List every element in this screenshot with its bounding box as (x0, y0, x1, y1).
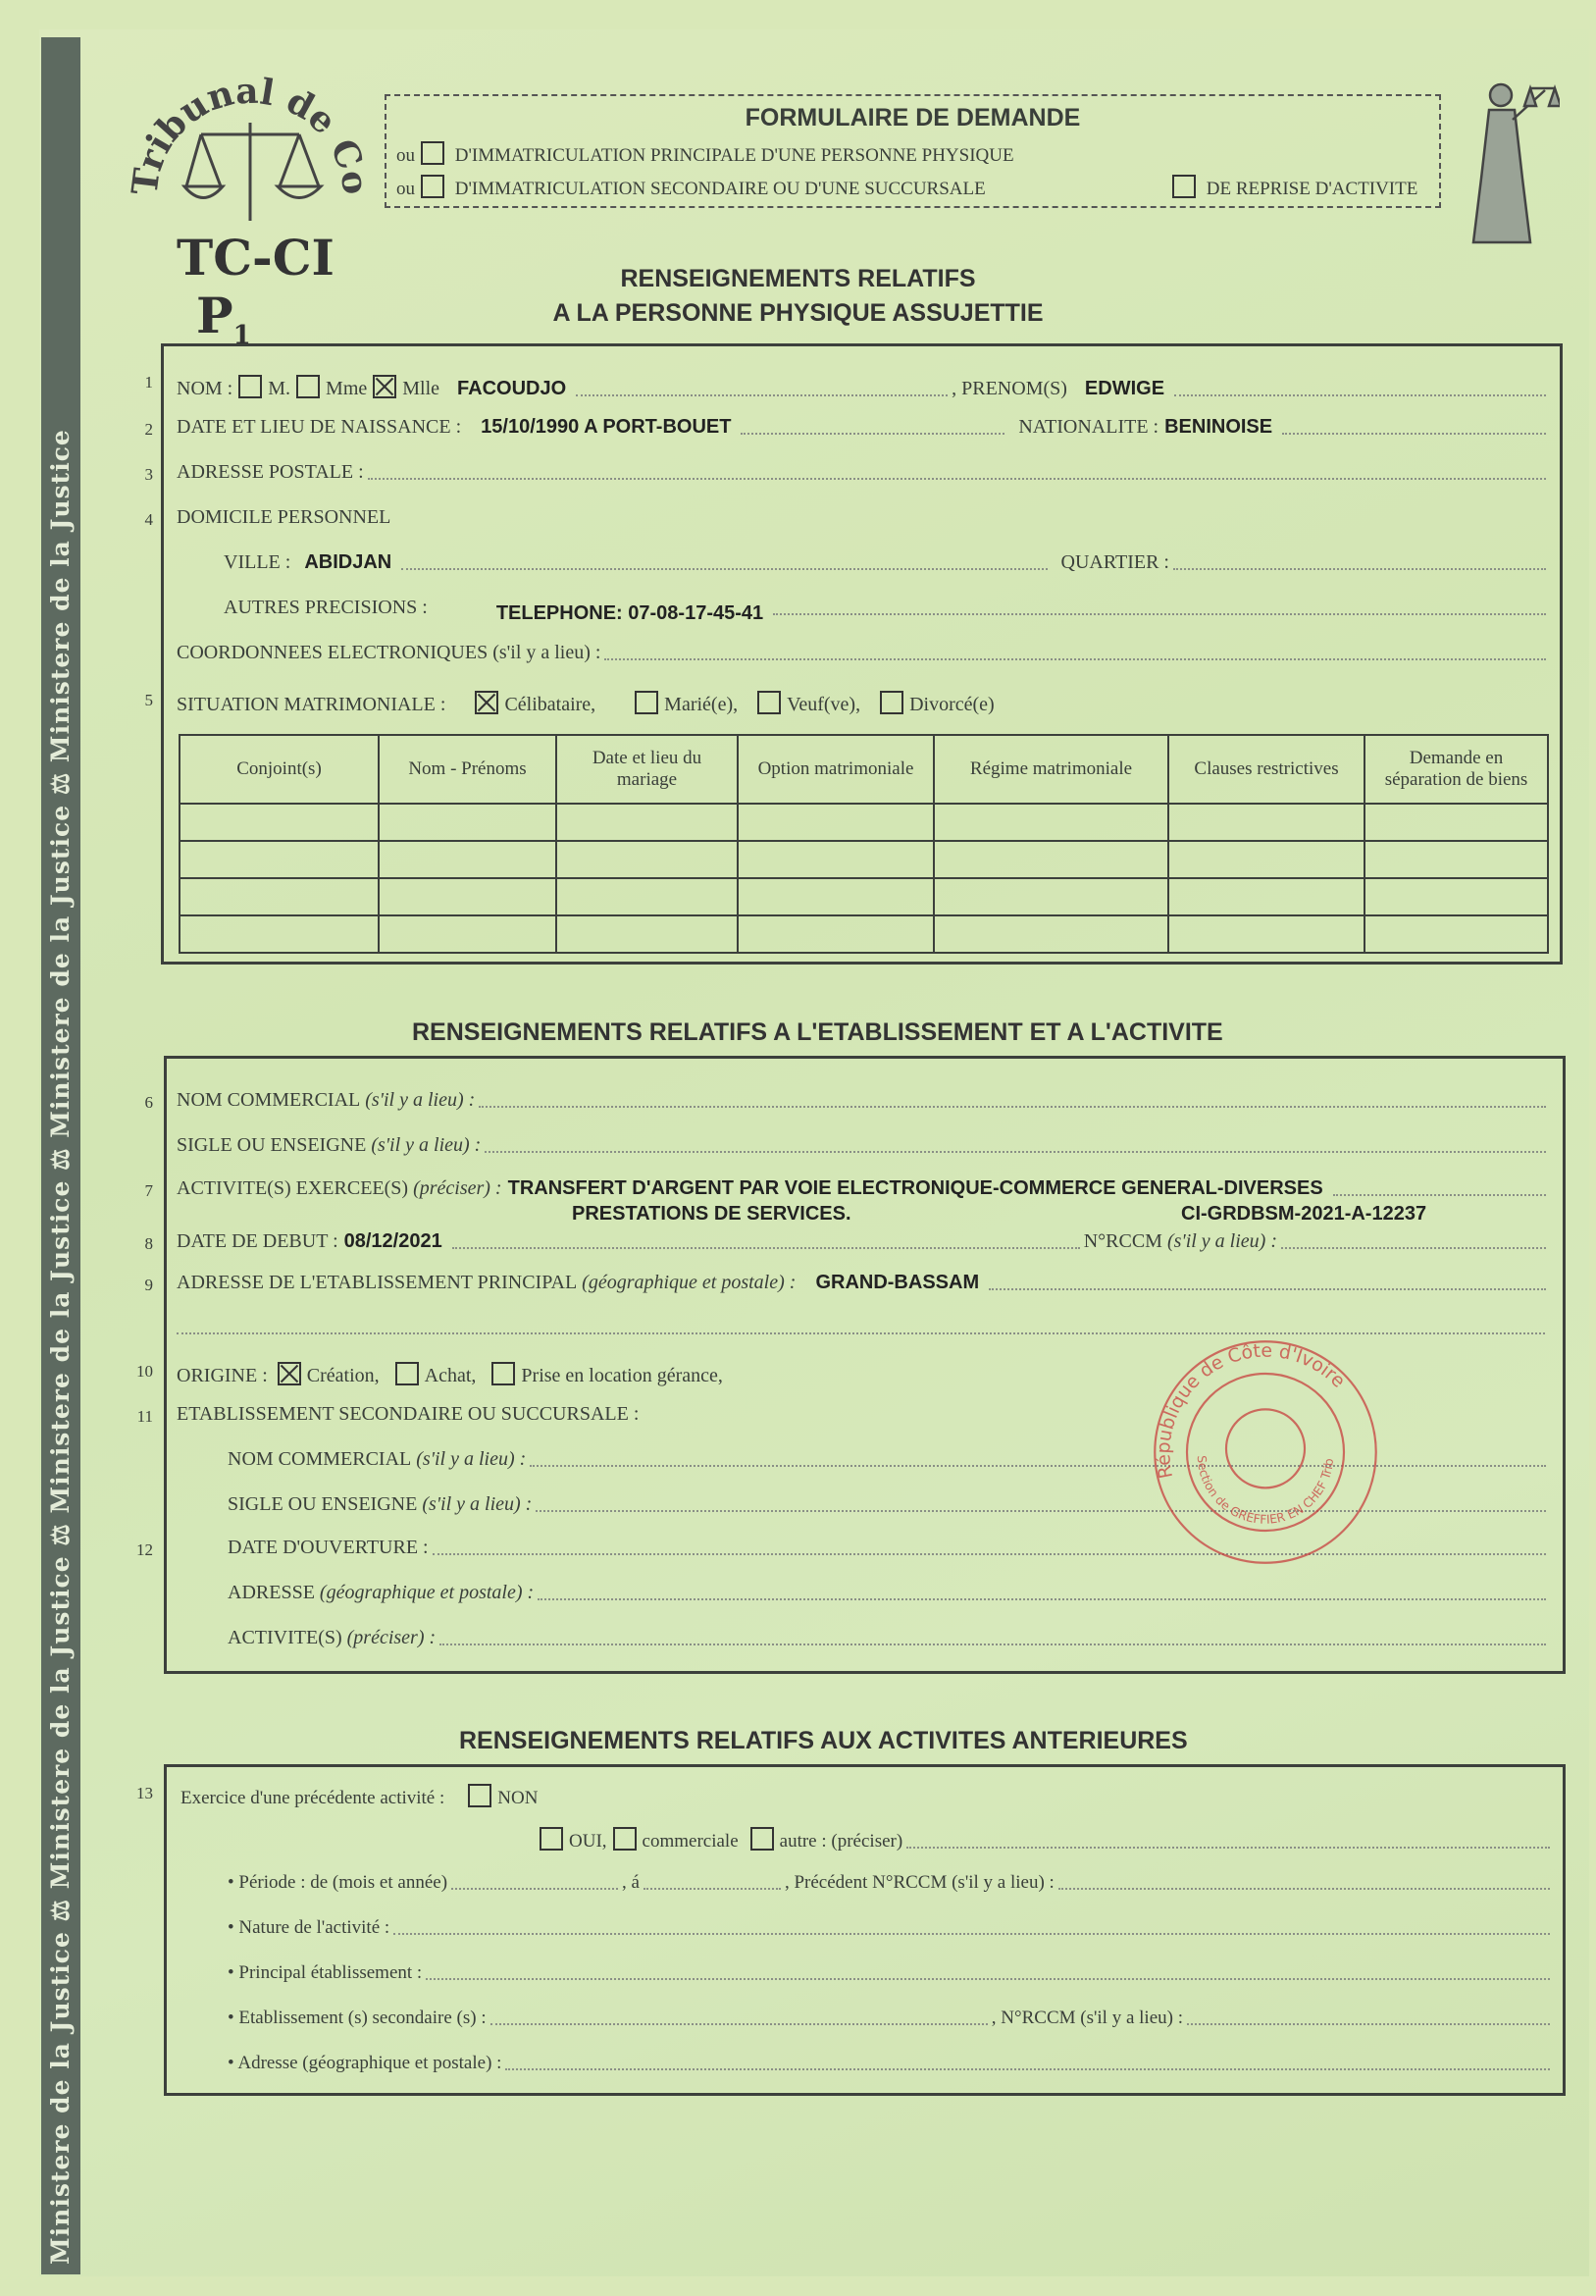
autres-label: AUTRES PRECISIONS : (224, 597, 428, 618)
line-number: 1 (144, 373, 153, 391)
adresse-postale-row[interactable] (177, 461, 1550, 484)
side-band-text: Ministere de la Justice ⚖ Ministere de la Justice ⚖ Ministere de la Justice ⚖ Ministere de la Justice ⚖ Ministere de la Justice (46, 429, 75, 2265)
form-title: FORMULAIRE DE DEMANDE (745, 104, 1081, 131)
tribunal-logo: Tribunal de Co TC-CI $P_1$ (128, 54, 412, 289)
adresse-etablissement-value[interactable]: GRAND-BASSAM (815, 1272, 980, 1293)
location-label: Prise en location gérance, (521, 1365, 723, 1386)
rccm-label: N°RCCM (1083, 1230, 1162, 1252)
preciser-label: (préciser) : (346, 1627, 437, 1648)
justice-figure-icon (1452, 71, 1560, 257)
activite-label: ACTIVITE(S) EXERCEE(S) (177, 1177, 409, 1199)
checkbox-mme[interactable] (296, 375, 320, 398)
naissance-row (177, 416, 1550, 439)
autres-value[interactable]: TELEPHONE: 07-08-17-45-41 (495, 602, 764, 624)
line-number: 13 (136, 1784, 153, 1802)
precedent-rccm-label: , Précédent N°RCCM (s'il y a lieu) : (784, 1872, 1055, 1893)
adresse-geo-label: (géographique et postale) : (582, 1272, 797, 1293)
checkbox-marie[interactable] (635, 691, 658, 714)
oui-label: OUI, (569, 1831, 607, 1852)
adresse-geo-label: (géographique et postale) : (319, 1582, 535, 1603)
non-label: NON (497, 1788, 539, 1808)
marital-table (179, 734, 1549, 954)
checkbox-secondaire[interactable] (421, 175, 444, 198)
line-number: 2 (144, 420, 153, 439)
secondaire-etab-label: • Etablissement (s) secondaire (s) : (228, 2008, 487, 2028)
section3-title: RENSEIGNEMENTS RELATIFS AUX ACTIVITES ANTERIEURES (459, 1727, 1188, 1754)
mme-label: Mme (326, 378, 368, 399)
naissance-label: DATE ET LIEU DE NAISSANCE : (177, 416, 462, 438)
adresse-etablissement-row (177, 1272, 1550, 1294)
table-row[interactable] (180, 841, 1548, 878)
line-number: 10 (136, 1362, 153, 1381)
col-conjoints: Conjoint(s) (180, 735, 379, 804)
checkbox-achat[interactable] (395, 1362, 419, 1385)
date-debut-row (177, 1230, 1550, 1253)
secondaire-label: ETABLISSEMENT SECONDAIRE OU SUCCURSALE : (177, 1403, 640, 1425)
preciser-label: (préciser) : (413, 1177, 502, 1199)
sec-nom-label: NOM COMMERCIAL (228, 1448, 412, 1470)
autre-label: autre : (préciser) (779, 1831, 903, 1852)
rccm3-label: , N°RCCM (s'il y a lieu) : (991, 2008, 1183, 2028)
origine-row (177, 1358, 723, 1387)
nom-commercial-label: NOM COMMERCIAL (177, 1089, 361, 1111)
nationalite-label: NATIONALITE : (1018, 416, 1159, 438)
adresse2-row[interactable] (228, 1582, 1550, 1604)
table-row[interactable] (180, 878, 1548, 915)
line-number: 3 (144, 465, 153, 484)
svg-text:Tribunal de Commerce: Tribunal de Co (128, 70, 377, 198)
mlle-label: Mlle (402, 378, 440, 399)
principal-row[interactable] (228, 1962, 1554, 1984)
adresse2-label: ADRESSE (228, 1582, 315, 1603)
nom-row (177, 371, 1550, 400)
logo-p: P (196, 287, 233, 344)
sigle-row[interactable] (177, 1134, 1550, 1157)
periode-row[interactable] (228, 1872, 1554, 1894)
nom-label: NOM : (177, 378, 233, 399)
periode-label: • Période : de (mois et année) (228, 1872, 448, 1893)
table-row[interactable] (180, 915, 1548, 953)
ville-value[interactable]: ABIDJAN (304, 551, 392, 573)
nature-row[interactable] (228, 1917, 1554, 1939)
ou-label: ou (396, 179, 415, 199)
line-number: 12 (136, 1540, 153, 1559)
activite-value-line1[interactable]: TRANSFERT D'ARGENT PAR VOIE ELECTRONIQUE-COMMERCE GENERAL-DIVERSES (507, 1177, 1323, 1199)
domicile-label: DOMICILE PERSONNEL (177, 506, 391, 528)
svg-text:République de Côte d'Ivoire: République de Côte d'Ivoire (1153, 1339, 1350, 1481)
ou-label: ou (396, 145, 415, 166)
svg-text:Section de GREFFIER EN CHEF Tr: Section de GREFFIER EN CHEF Trib (1194, 1454, 1337, 1527)
adresse-postale-label: ADRESSE POSTALE : (177, 461, 364, 483)
section1-title-line1: RENSEIGNEMENTS RELATIFS (620, 265, 976, 292)
checkbox-celibataire[interactable] (475, 691, 498, 714)
adresse3-label: • Adresse (géographique et postale) : (228, 2053, 502, 2073)
situation-row (177, 687, 995, 716)
date-debut-label: DATE DE DEBUT : (177, 1230, 338, 1252)
oui-row (534, 1823, 1554, 1852)
m-label: M. (268, 378, 291, 399)
prenom-value[interactable]: EDWIGE (1084, 378, 1165, 399)
sil-label: (s'il y a lieu) : (365, 1089, 476, 1111)
veuf-label: Veuf(ve), (787, 694, 861, 715)
col-nom-prenoms: Nom - Prénoms (379, 735, 556, 804)
col-demande-separation: Demande en séparation de biens (1364, 735, 1548, 804)
table-row[interactable] (180, 804, 1548, 841)
checkbox-creation[interactable] (278, 1362, 301, 1385)
nom-commercial-row[interactable] (177, 1089, 1550, 1112)
activites2-label: ACTIVITE(S) (228, 1627, 342, 1648)
date-debut-value[interactable]: 08/12/2021 (343, 1230, 442, 1252)
sec-sigle-label: SIGLE OU ENSEIGNE (228, 1493, 418, 1515)
line-number: 6 (144, 1093, 153, 1112)
activite-value-line2[interactable]: PRESTATIONS DE SERVICES. (572, 1203, 851, 1225)
origine-label: ORIGINE : (177, 1365, 268, 1386)
checkbox-m[interactable] (238, 375, 262, 398)
nationalite-value[interactable]: BENINOISE (1164, 416, 1273, 438)
line-number: 8 (144, 1234, 153, 1253)
nature-label: • Nature de l'activité : (228, 1917, 390, 1938)
adresse3-row[interactable] (228, 2053, 1554, 2074)
ville-label: VILLE : (224, 551, 291, 573)
situation-label: SITUATION MATRIMONIALE : (177, 694, 446, 715)
achat-label: Achat, (424, 1365, 477, 1386)
option-principal-label: D'IMMATRICULATION PRINCIPALE D'UNE PERSONNE PHYSIQUE (454, 145, 1014, 166)
rccm-value[interactable]: CI-GRDBSM-2021-A-12237 (1181, 1203, 1427, 1225)
col-clauses-restrictives: Clauses restrictives (1168, 735, 1364, 804)
checkbox-veuf[interactable] (757, 691, 781, 714)
sil-label: (s'il y a lieu) : (422, 1493, 533, 1515)
col-option-matrimoniale: Option matrimoniale (738, 735, 934, 804)
checkbox-principal[interactable] (421, 141, 444, 165)
checkbox-mlle[interactable] (373, 375, 396, 398)
line-number: 7 (144, 1181, 153, 1200)
celibataire-label: Célibataire, (504, 694, 596, 715)
sigle-label: SIGLE OU ENSEIGNE (177, 1134, 367, 1156)
section1-title-line2: A LA PERSONNE PHYSIQUE ASSUJETTIE (552, 299, 1044, 327)
exercice-label: Exercice d'une précédente activité : (180, 1788, 445, 1808)
a-label: , á (622, 1872, 640, 1893)
creation-label: Création, (306, 1365, 380, 1386)
rccm-sil-label: (s'il y a lieu) : (1166, 1230, 1277, 1252)
checkbox-reprise[interactable] (1172, 175, 1196, 198)
section2-title: RENSEIGNEMENTS RELATIFS A L'ETABLISSEMENT ET A L'ACTIVITE (412, 1018, 1223, 1046)
sil-label: (s'il y a lieu) : (416, 1448, 527, 1470)
commerciale-label: commerciale (642, 1831, 739, 1852)
logo-code: TC-CI (177, 229, 335, 287)
checkbox-oui[interactable] (540, 1827, 563, 1851)
line-number: 11 (136, 1407, 153, 1426)
line-number: 5 (144, 691, 153, 709)
principal-label: • Principal établissement : (228, 1962, 423, 1983)
col-date-lieu-mariage: Date et lieu du mariage (556, 735, 738, 804)
checkbox-location[interactable] (491, 1362, 515, 1385)
marie-label: Marié(e), (664, 694, 739, 715)
coordonnees-row[interactable] (177, 642, 1550, 664)
option-reprise-label: DE REPRISE D'ACTIVITE (1206, 179, 1418, 199)
nom-value[interactable]: FACOUDJO (457, 378, 567, 399)
divorce-label: Divorcé(e) (909, 694, 995, 715)
naissance-value[interactable]: 15/10/1990 A PORT-BOUET (481, 416, 732, 438)
autres-row (224, 597, 1550, 624)
adresse-etablissement-label: ADRESSE DE L'ETABLISSEMENT PRINCIPAL (177, 1272, 578, 1293)
quartier-label: QUARTIER : (1060, 551, 1169, 573)
official-stamp (1148, 1334, 1383, 1570)
checkbox-non[interactable] (468, 1784, 491, 1807)
line-number: 9 (144, 1276, 153, 1294)
secondaire-row[interactable] (228, 2008, 1554, 2029)
sil-label: (s'il y a lieu) : (371, 1134, 482, 1156)
option-secondaire-label: D'IMMATRICULATION SECONDAIRE OU D'UNE SUCCURSALE (454, 179, 986, 199)
checkbox-divorce[interactable] (880, 691, 903, 714)
request-form-box (385, 94, 1441, 208)
ville-row (224, 551, 1550, 574)
table-header-row (180, 735, 1548, 804)
col-regime-matrimoniale: Régime matrimoniale (934, 735, 1168, 804)
activites2-row[interactable] (228, 1627, 1550, 1649)
activite-row (177, 1177, 1550, 1200)
line-number: 4 (144, 510, 153, 529)
coordonnees-label: COORDONNEES ELECTRONIQUES (s'il y a lieu) : (177, 642, 601, 663)
checkbox-commerciale[interactable] (613, 1827, 637, 1851)
side-band (41, 37, 80, 2274)
exercice-row (180, 1780, 538, 1809)
checkbox-autre[interactable] (750, 1827, 774, 1851)
date-ouverture-label: DATE D'OUVERTURE : (228, 1537, 429, 1558)
prenom-label: , PRENOM(S) (952, 378, 1067, 399)
